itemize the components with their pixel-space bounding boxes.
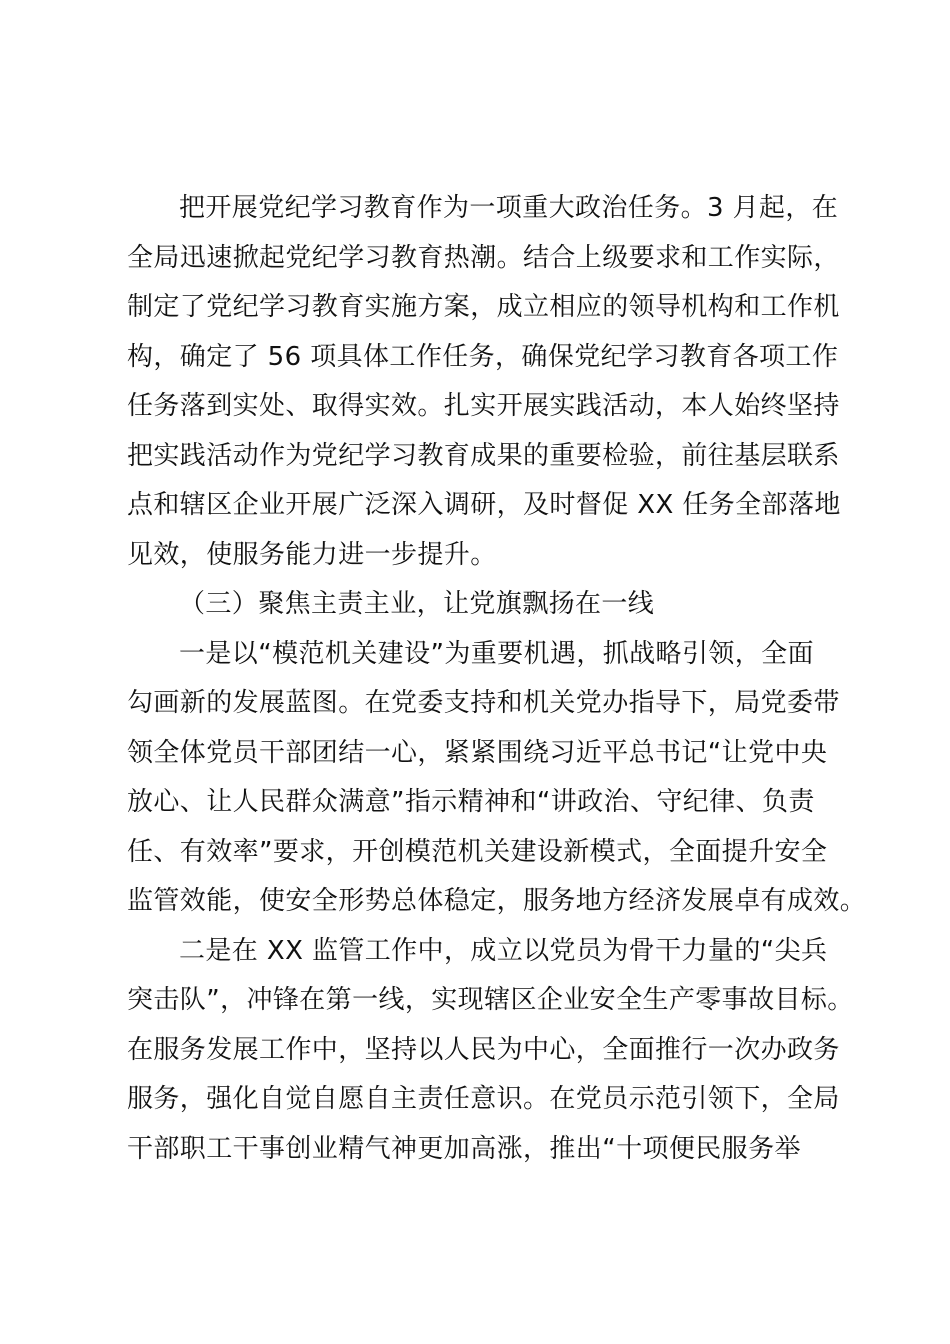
text-line: 一是以“模范机关建设”为重要机遇，抓战略引领，全面 [179, 638, 814, 669]
text-line: 勾画新的发展蓝图。在党委支持和机关党办指导下，局党委带 [127, 688, 840, 718]
text-line: 点和辖区企业开展广泛深入调研，及时督促 XX 任务全部落地 [127, 490, 841, 520]
text-line: 监管效能，使安全形势总体稳定，服务地方经济发展卓有成效。 [127, 886, 867, 916]
text-line: 任、有效率”要求，开创模范机关建设新模式，全面提升安全 [127, 836, 828, 867]
text-line: 服务，强化自觉自愿自主责任意识。在党员示范引领下，全局 [127, 1084, 840, 1114]
text-line: 见效，使服务能力进一步提升。 [127, 539, 497, 570]
heading-text: （三）聚焦主责主业，让党旗飘扬在一线 [179, 589, 655, 619]
text-line: 放心、让人民群众满意”指示精神和“讲政治、守纪律、负责 [127, 787, 815, 817]
paragraph [127, 630, 867, 927]
paragraph [127, 927, 854, 1175]
text-line: 领全体党员干部团结一心，紧紧围绕习近平总书记“让党中央 [127, 737, 828, 768]
section-heading [127, 580, 835, 630]
text-line: 制定了党纪学习教育实施方案，成立相应的领导机构和工作机 [127, 292, 840, 322]
text-line: 构，确定了 56 项具体工作任务，确保党纪学习教育各项工作 [127, 341, 839, 372]
text-line: 全局迅速掀起党纪学习教育热潮。结合上级要求和工作实际， [127, 242, 840, 273]
document-body [127, 184, 867, 1174]
text-line: 任务落到实处、取得实效。扎实开展实践活动，本人始终坚持 [127, 391, 840, 421]
text-line: 把实践活动作为党纪学习教育成果的重要检验，前往基层联系 [127, 440, 840, 471]
text-line: 干部职工干事创业精气神更加高涨，推出“十项便民服务举 [127, 1133, 801, 1164]
text-line: 把开展党纪学习教育作为一项重大政治任务。3 月起，在 [179, 193, 839, 223]
paragraph [127, 184, 841, 580]
text-line: 二是在 XX 监管工作中，成立以党员为骨干力量的“尖兵 [179, 935, 828, 966]
text-line: 突击队”，冲锋在第一线，实现辖区企业安全生产零事故目标。 [127, 985, 854, 1015]
text-line: 在服务发展工作中，坚持以人民为中心，全面推行一次办政务 [127, 1034, 840, 1065]
